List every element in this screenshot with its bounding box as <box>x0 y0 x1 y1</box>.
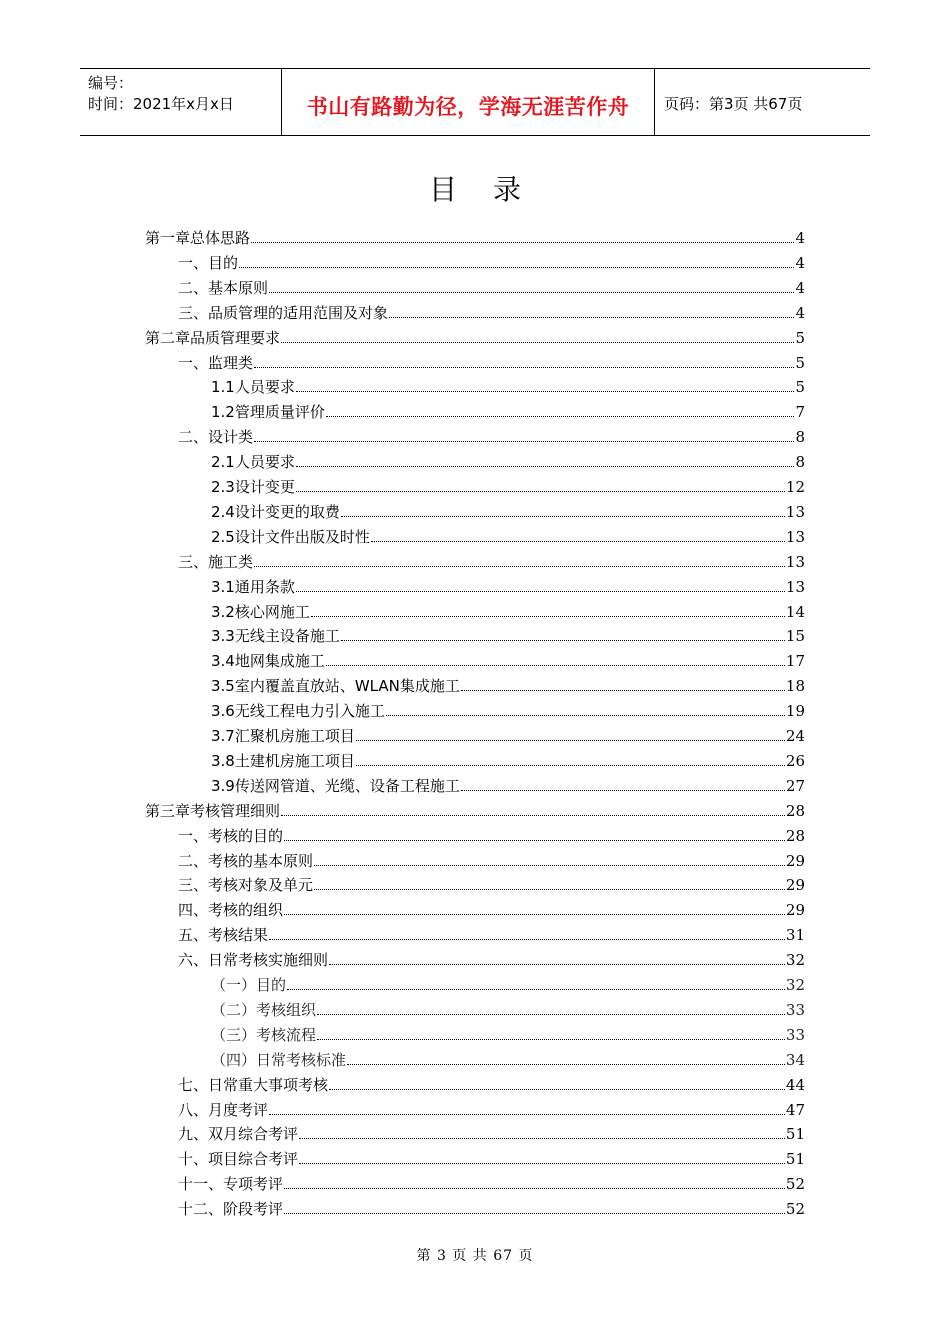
toc-dot-leader <box>269 291 794 293</box>
toc-dot-leader <box>287 988 785 990</box>
toc-entry[interactable] <box>211 1023 805 1045</box>
toc-entry[interactable] <box>178 251 805 273</box>
toc-entry-page: 51 <box>785 1125 805 1144</box>
toc-dot-leader <box>269 938 785 940</box>
toc-entry[interactable] <box>211 375 805 397</box>
toc-dot-leader <box>314 888 785 890</box>
toc-dot-leader <box>326 415 795 417</box>
toc-dot-leader <box>461 789 785 791</box>
toc-entry-label: 3.1通用条款 <box>211 577 295 596</box>
toc-entry-label: 三、施工类 <box>178 552 254 571</box>
toc-dot-leader <box>341 639 785 641</box>
toc-entry[interactable] <box>178 873 805 895</box>
toc-dot-leader <box>347 1063 785 1065</box>
toc-entry[interactable] <box>178 849 805 871</box>
toc-entry[interactable] <box>211 475 805 497</box>
toc-entry-label: 二、设计类 <box>178 428 254 447</box>
toc-entry-page: 5 <box>795 378 805 397</box>
toc-entry-page: 7 <box>795 403 805 422</box>
toc-dot-leader <box>254 440 794 442</box>
toc-entry[interactable] <box>211 749 805 771</box>
toc-entry-label: 3.9传送网管道、光缆、设备工程施工 <box>211 776 460 795</box>
toc-entry[interactable] <box>178 1172 805 1194</box>
toc-entry-label: 第一章总体思路 <box>145 229 251 247</box>
toc-entry-page: 51 <box>785 1150 805 1169</box>
toc-entry-page: 12 <box>785 478 805 496</box>
toc-entry-label: 1.2管理质量评价 <box>211 403 325 422</box>
toc-dot-leader <box>296 465 795 467</box>
toc-entry-page: 32 <box>785 951 805 970</box>
toc-entry-label: 二、基本原则 <box>178 278 269 297</box>
toc-dot-leader <box>356 764 785 766</box>
toc-entry[interactable] <box>211 1048 805 1070</box>
toc-entry-label: 九、双月综合考评 <box>178 1125 299 1144</box>
toc-entry[interactable] <box>178 301 805 323</box>
toc-entry-page: 17 <box>785 652 805 671</box>
toc-entry-label: 2.1人员要求 <box>211 453 295 472</box>
toc-dot-leader <box>296 490 785 492</box>
toc-entry[interactable] <box>145 799 805 821</box>
toc-entry-page: 8 <box>795 453 805 472</box>
toc-entry[interactable] <box>211 699 805 721</box>
toc-entry-label: （三）考核流程 <box>211 1025 317 1044</box>
toc-entry-label: （四）日常考核标准 <box>211 1050 347 1069</box>
toc-entry-page: 13 <box>785 552 805 571</box>
toc-entry-label: 3.5室内覆盖直放站、WLAN集成施工 <box>211 677 460 696</box>
toc-entry-label: 四、考核的组织 <box>178 901 284 920</box>
toc-entry[interactable] <box>211 998 805 1020</box>
toc-entry[interactable] <box>211 674 805 696</box>
toc-entry[interactable] <box>178 923 805 945</box>
toc-entry-page: 27 <box>785 776 805 795</box>
toc-dot-leader <box>341 515 785 517</box>
toc-entry-label: 六、日常考核实施细则 <box>178 951 329 970</box>
header-page-info: 页码：第3页 共67页 <box>664 95 803 113</box>
toc-dot-leader <box>317 1013 785 1015</box>
toc-entry[interactable] <box>145 326 805 348</box>
toc-entry[interactable] <box>211 624 805 646</box>
toc-entry-page: 29 <box>785 901 805 920</box>
toc-entry[interactable] <box>211 525 805 547</box>
toc-entry[interactable] <box>178 898 805 920</box>
toc-dot-leader <box>284 839 785 841</box>
toc-dot-leader <box>284 913 785 915</box>
toc-dot-leader <box>326 664 785 666</box>
toc-entry-page: 28 <box>785 801 805 820</box>
toc-entry-page: 33 <box>785 1000 805 1019</box>
toc-entry-page: 5 <box>795 353 805 372</box>
toc-entry-label: 3.2核心网施工 <box>211 602 310 621</box>
toc-entry-page: 29 <box>785 851 805 870</box>
toc-entry-page: 44 <box>785 1075 805 1094</box>
toc-entry-label: 十、项目综合考评 <box>178 1150 299 1169</box>
toc-dot-leader <box>299 1162 785 1164</box>
toc-entry-page: 13 <box>785 527 805 546</box>
toc-entry-label: 3.8土建机房施工项目 <box>211 751 355 770</box>
toc-entry[interactable] <box>211 724 805 746</box>
toc-entry-page: 31 <box>785 926 805 945</box>
toc-title: 目录 <box>428 173 557 206</box>
toc-dot-leader <box>314 864 785 866</box>
toc-dot-leader <box>284 1212 785 1214</box>
toc-dot-leader <box>254 565 785 567</box>
toc-entry-label: 三、考核对象及单元 <box>178 876 314 895</box>
toc-entry-page: 4 <box>795 278 805 297</box>
toc-entry-label: 一、监理类 <box>178 353 254 372</box>
toc-dot-leader <box>269 1113 785 1115</box>
toc-entry-page: 52 <box>785 1200 805 1219</box>
toc-entry-page: 33 <box>785 1025 805 1044</box>
toc-entry-label: 1.1人员要求 <box>211 378 295 397</box>
toc-entry-page: 13 <box>785 577 805 596</box>
header-meta <box>88 73 234 115</box>
toc-dot-leader <box>281 814 785 816</box>
toc-dot-leader <box>281 341 794 343</box>
toc-entry-label: 八、月度考评 <box>178 1100 269 1119</box>
toc-dot-leader <box>371 540 785 542</box>
toc-entry[interactable] <box>211 600 805 622</box>
toc-entry-label: 三、品质管理的适用范围及对象 <box>178 303 389 322</box>
toc-dot-leader <box>299 1137 785 1139</box>
toc-dot-leader <box>356 739 785 741</box>
toc-entry-page: 14 <box>785 602 805 621</box>
toc-dot-leader <box>389 316 794 318</box>
toc-entry[interactable] <box>178 1147 805 1169</box>
header-divider <box>654 69 655 135</box>
toc-entry-page: 52 <box>785 1175 805 1194</box>
toc-entry-label: 3.3无线主设备施工 <box>211 627 340 646</box>
toc-dot-leader <box>329 1088 785 1090</box>
toc-entry-page: 26 <box>785 751 805 770</box>
toc-entry-label: （二）考核组织 <box>211 1000 317 1019</box>
toc-entry-page: 19 <box>785 702 805 721</box>
toc-entry-label: 2.5设计文件出版及时性 <box>211 527 370 546</box>
toc-entry[interactable] <box>211 649 805 671</box>
toc-entry[interactable] <box>178 948 805 970</box>
toc-entry[interactable] <box>178 1197 805 1219</box>
toc-entry-page: 18 <box>785 677 805 696</box>
toc-entry-label: 一、考核的目的 <box>178 826 284 845</box>
toc-entry[interactable] <box>178 1073 805 1095</box>
toc-dot-leader <box>386 714 785 716</box>
toc-entry-label: 3.4地网集成施工 <box>211 652 325 671</box>
toc-entry-label: 五、考核结果 <box>178 926 269 945</box>
toc-dot-leader <box>284 1187 785 1189</box>
toc-entry-page: 28 <box>785 826 805 845</box>
toc-dot-leader <box>254 366 794 368</box>
page-footer: 第 3 页 共 67 页 <box>416 1248 534 1264</box>
toc-entry[interactable] <box>211 575 805 597</box>
toc-entry-page: 8 <box>795 428 805 447</box>
toc-entry-label: 第二章品质管理要求 <box>145 328 281 347</box>
toc-entry[interactable] <box>178 1098 805 1120</box>
toc-entry[interactable] <box>211 973 805 995</box>
header-motto: 书山有路勤为径，学海无涯苦作舟 <box>306 95 630 119</box>
toc-entry-label: 二、考核的基本原则 <box>178 851 314 870</box>
toc-entry-label: 3.7汇聚机房施工项目 <box>211 727 355 745</box>
toc-entry-page: 4 <box>795 303 805 322</box>
toc-entry[interactable] <box>211 400 805 422</box>
toc-entry-page: 24 <box>785 727 805 745</box>
toc-entry[interactable] <box>178 276 805 298</box>
toc-dot-leader <box>296 590 785 592</box>
toc-entry[interactable] <box>178 550 805 572</box>
toc-entry-page: 13 <box>785 502 805 521</box>
toc-dot-leader <box>296 390 795 392</box>
toc-entry[interactable] <box>178 1122 805 1144</box>
toc-dot-leader <box>239 266 794 268</box>
toc-dot-leader <box>329 963 785 965</box>
toc-entry-page: 5 <box>795 328 805 347</box>
toc-entry-label: 3.6无线工程电力引入施工 <box>211 702 385 721</box>
toc-dot-leader <box>311 615 785 617</box>
toc-entry-label: 2.4设计变更的取费 <box>211 502 340 521</box>
toc-entry-label: 第三章考核管理细则 <box>145 801 281 820</box>
toc-entry[interactable] <box>211 774 805 796</box>
toc-entry-page: 29 <box>785 876 805 895</box>
toc-entry-label: 2.3设计变更 <box>211 478 295 496</box>
toc-dot-leader <box>461 689 785 691</box>
toc-entry-page: 47 <box>785 1100 805 1119</box>
toc-entry-label: （一）目的 <box>211 976 287 994</box>
toc-entry-page: 32 <box>785 976 805 994</box>
toc-dot-leader <box>317 1038 785 1040</box>
toc-entry[interactable] <box>178 351 805 373</box>
toc-entry-page: 4 <box>795 229 805 247</box>
toc-entry[interactable] <box>211 450 805 472</box>
page-header <box>80 68 870 136</box>
toc-entry-page: 34 <box>785 1050 805 1069</box>
toc-entry[interactable] <box>178 824 805 846</box>
toc-entry[interactable] <box>178 425 805 447</box>
toc-entry-page: 15 <box>785 627 805 646</box>
time-label: 时间：2021年x月x日 <box>88 95 234 113</box>
toc-entry-label: 十二、阶段考评 <box>178 1200 284 1219</box>
toc-entry-label: 一、目的 <box>178 253 239 272</box>
toc-entry-page: 4 <box>795 253 805 272</box>
toc-entry[interactable] <box>211 500 805 522</box>
toc-entry-label: 七、日常重大事项考核 <box>178 1075 329 1094</box>
toc-entry-label: 十一、专项考评 <box>178 1175 284 1194</box>
toc-entry[interactable] <box>145 226 805 248</box>
toc-dot-leader <box>251 241 794 243</box>
number-label: 编号： <box>88 74 134 92</box>
